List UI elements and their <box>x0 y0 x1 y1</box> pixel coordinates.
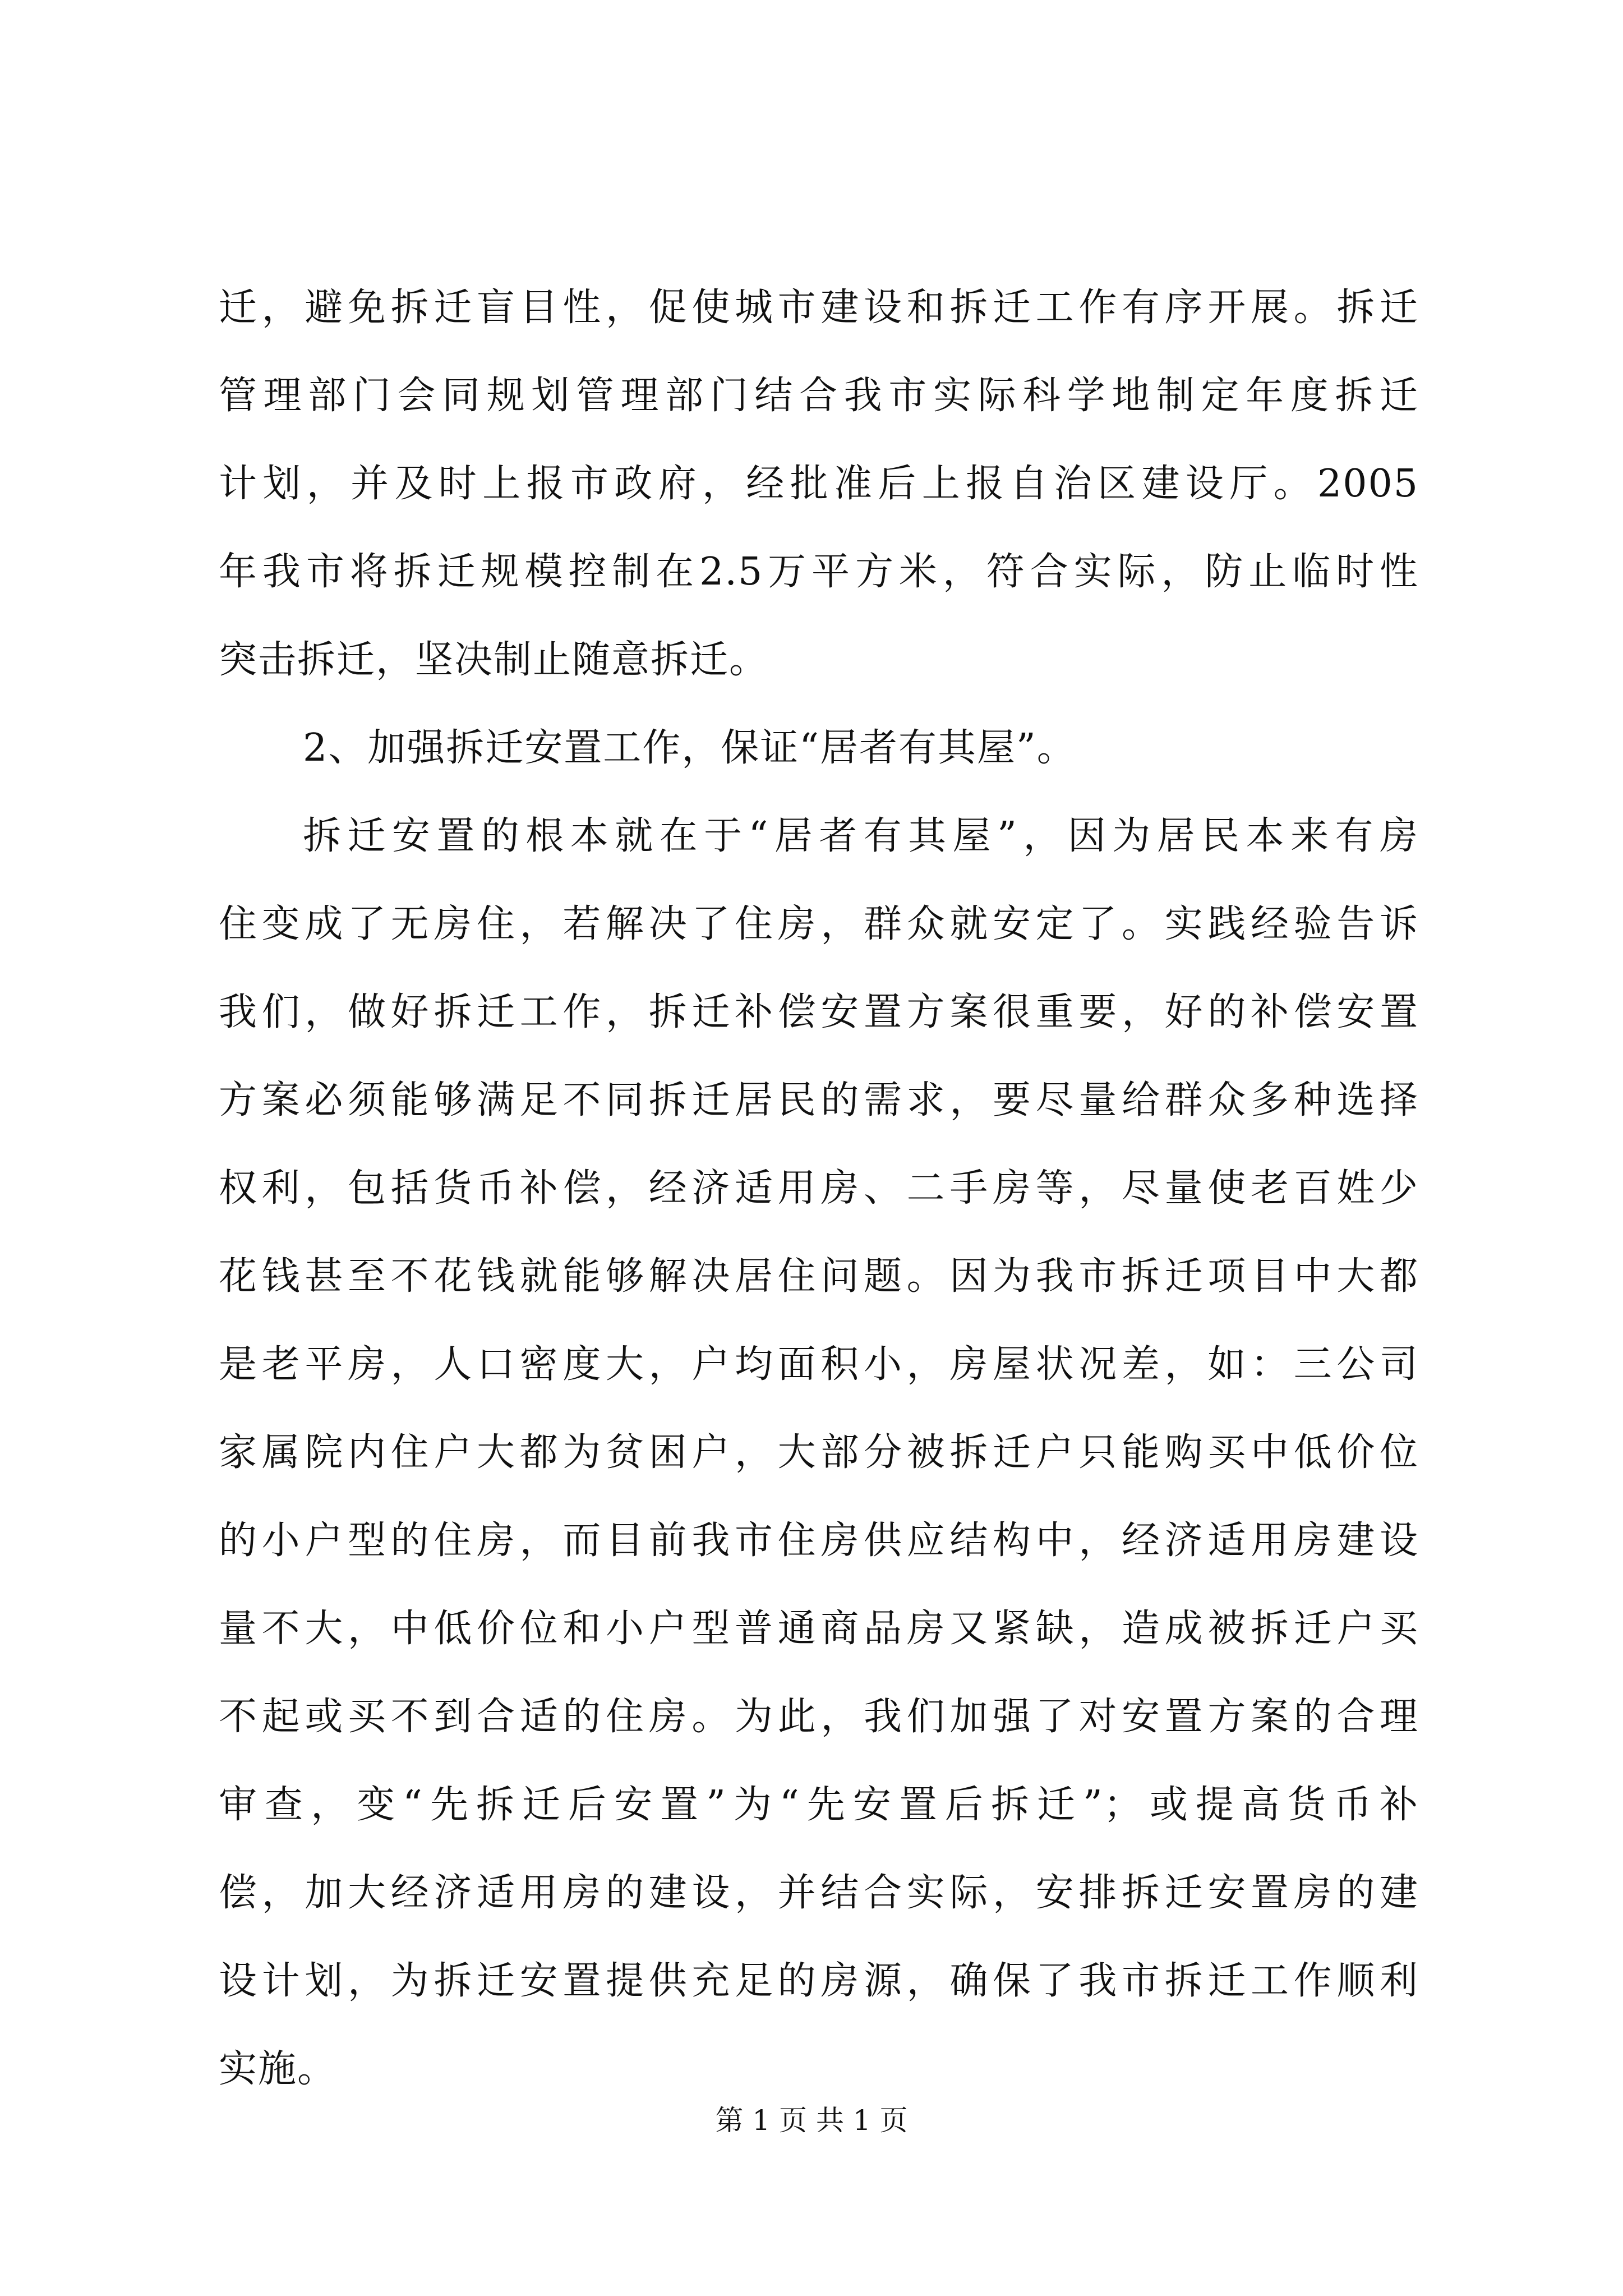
text-line: 是老平房，人口密度大，户均面积小，房屋状况差，如：三公司 <box>219 1342 1419 1387</box>
text-line: 年我市将拆迁规模控制在2.5万平方米，符合实际，防止临时性 <box>219 550 1419 594</box>
text-line: 审查，变“先拆迁后安置”为“先安置后拆迁”；或提高货币补 <box>219 1783 1419 1827</box>
text-line: 管理部门会同规划管理部门结合我市实际科学地制定年度拆迁 <box>219 374 1419 418</box>
text-line: 迁，避免拆迁盲目性，促使城市建设和拆迁工作有序开展。拆迁 <box>219 286 1419 330</box>
text-line: 的小户型的住房，而目前我市住房供应结构中，经济适用房建设 <box>219 1519 1419 1563</box>
text-line: 偿，加大经济适用房的建设，并结合实际，安排拆迁安置房的建 <box>219 1871 1419 1915</box>
text-line: 量不大，中低价位和小户型普通商品房又紧缺，造成被拆迁户买 <box>219 1607 1419 1651</box>
text-line: 突击拆迁，坚决制止随意拆迁。 <box>219 638 769 682</box>
text-line: 住变成了无房住，若解决了住房，群众就安定了。实践经验告诉 <box>219 902 1419 946</box>
document-body <box>219 264 1419 2113</box>
text-line: 我们，做好拆迁工作，拆迁补偿安置方案很重要，好的补偿安置 <box>219 990 1419 1034</box>
text-line: 实施。 <box>219 2047 337 2091</box>
text-line: 拆迁安置的根本就在于“居者有其屋”，因为居民本来有房 <box>303 814 1419 858</box>
section-heading: 2、加强拆迁安置工作，保证“居者有其屋”。 <box>303 726 1076 770</box>
text-line: 不起或买不到合适的住房。为此，我们加强了对安置方案的合理 <box>219 1695 1419 1739</box>
page-footer: 第 1 页 共 1 页 <box>715 2104 908 2137</box>
text-line: 权利，包括货币补偿，经济适用房、二手房等，尽量使老百姓少 <box>219 1166 1419 1211</box>
text-line: 计划，并及时上报市政府，经批准后上报自治区建设厅。2005 <box>219 462 1419 506</box>
text-line: 方案必须能够满足不同拆迁居民的需求，要尽量给群众多种选择 <box>219 1078 1419 1122</box>
text-line: 花钱甚至不花钱就能够解决居住问题。因为我市拆迁项目中大都 <box>219 1254 1419 1299</box>
text-line: 家属院内住户大都为贫困户，大部分被拆迁户只能购买中低价位 <box>219 1430 1419 1475</box>
text-line: 设计划，为拆迁安置提供充足的房源，确保了我市拆迁工作顺利 <box>219 1959 1419 2003</box>
